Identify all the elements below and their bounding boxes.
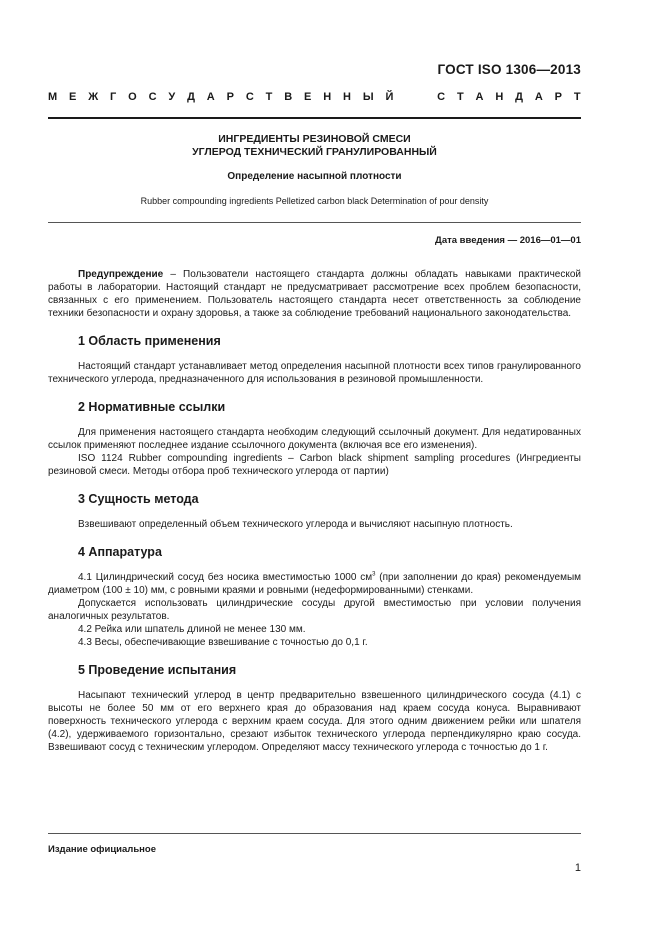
introduction-date: Дата введения — 2016—01—01 xyxy=(435,235,581,246)
banner-letter: Н xyxy=(495,91,504,103)
section-2-heading: 2 Нормативные ссылки xyxy=(78,400,226,414)
section-4-note: Допускается использовать цилиндрические сосуды другой вместимостью при условии получения аналогичных результатов. xyxy=(48,598,581,622)
banner-letter: Н xyxy=(343,91,351,103)
section-1-paragraph: Настоящий стандарт устанавливает метод определения насыпной плотности всех типов гранулированного технического углерода, предназначенного для использования в резиновой промышленности. xyxy=(48,361,581,385)
document-title xyxy=(48,133,581,159)
section-4-item-2: 4.2 Рейка или шпатель длиной не менее 130 мм. xyxy=(78,624,306,635)
section-5-paragraph: Насыпают технический углерод в центр предварительно взвешенного цилиндрического сосуда (4.1) с высоты не более 50 мм от его верхнего края до образования над краем сосуда конуса. Выравнивают поверхность технического углерода с верхним краем сосуда. Для этого одним движением рейки или шпателя (4.2), удерживаемого горизонтально, срезают избыток технического углерода перпендикулярно краю сосуда. Взвешивают сосуд с техническим углеродом. Определяют массу технического углерода с точностью до 1 г. xyxy=(48,690,581,753)
banner-letter: Й xyxy=(385,91,394,103)
section-5-heading: 5 Проведение испытания xyxy=(78,663,237,677)
banner-letter: Ж xyxy=(88,91,99,103)
banner-letter: С xyxy=(245,91,254,103)
banner-letter: А xyxy=(534,91,543,103)
banner-letter: У xyxy=(168,91,176,103)
banner-letter: Д xyxy=(515,91,523,103)
banner-letter: Н xyxy=(323,91,332,103)
section-4-item-1 xyxy=(48,571,581,597)
warning-paragraph xyxy=(48,268,581,320)
english-title: Rubber compounding ingredients Pelletized carbon black Determination of pour density xyxy=(140,196,489,206)
footer-divider xyxy=(48,833,581,834)
document-subtitle: Определение насыпной плотности xyxy=(227,171,402,182)
banner-letter: Е xyxy=(69,91,77,103)
document-body xyxy=(48,268,581,754)
warning-label: Предупреждение xyxy=(78,269,164,280)
banner-letter: Ы xyxy=(362,91,374,103)
banner-letter: Е xyxy=(304,91,312,103)
banner-letter: С xyxy=(437,91,446,103)
banner-letter: Т xyxy=(456,91,464,103)
banner-letter: Д xyxy=(187,91,195,103)
gost-code: ГОСТ ISO 1306—2013 xyxy=(437,62,581,77)
banner-letter: Т xyxy=(265,91,273,103)
warning-text: – Пользователи настоящего стандарта должны обладать навыками практической работы в лаборатории. Настоящий стандарт не предусматривает рассмотрение всех проблем безопасности, связанных с его применением. Пользователь настоящего стандарта несет ответственность за соблюдение техники безопасности и охрану здоровья, а также за соблюдение требований национального законодательства. xyxy=(48,269,581,319)
section-1-heading: 1 Область применения xyxy=(78,334,221,348)
banner-letter: Р xyxy=(226,91,234,103)
header-divider xyxy=(48,117,581,119)
section-2-reference: ISO 1124 Rubber compounding ingredients – Carbon black shipment sampling procedures (Ингредиенты резиновой смеси. Методы отбора проб технического углерода от партии) xyxy=(48,453,581,477)
banner-letter: А xyxy=(475,91,484,103)
banner-letter: Т xyxy=(573,91,581,103)
item-1-text-cont: (при заполнении до края) рекомендуемым диаметром (100 ± 10) мм, с ровными краями и ровными (недеформированными) стенками. xyxy=(48,572,582,596)
section-4-item-3: 4.3 Весы, обеспечивающие взвешивание с точностью до 0,1 г. xyxy=(78,637,368,648)
item-1-text: 4.1 Цилиндрический сосуд без носика вместимостью 1000 см xyxy=(78,572,373,583)
banner-letter: С xyxy=(148,91,157,103)
page-number: 1 xyxy=(574,862,581,874)
official-edition-label: Издание официальное xyxy=(48,844,156,855)
banner-letter: О xyxy=(128,91,137,103)
section-3-paragraph: Взвешивают определенный объем технического углерода и вычисляют насыпную плотность. xyxy=(78,519,513,530)
banner-letter: Р xyxy=(554,91,563,103)
banner-letter: А xyxy=(206,91,215,103)
section-2-paragraph: Для применения настоящего стандарта необходим следующий ссылочный документ. Для недатированных ссылок применяют последнее издание ссылочного документа (включая все его изменения). xyxy=(48,427,581,451)
section-4-heading: 4 Аппаратура xyxy=(78,545,162,559)
banner-letter: В xyxy=(284,91,293,103)
title-line-1: ИНГРЕДИЕНТЫ РЕЗИНОВОЙ СМЕСИ xyxy=(218,133,411,145)
banner-letter: М xyxy=(48,91,58,103)
interstate-standard-banner xyxy=(48,91,581,103)
cubic-superscript: 3 xyxy=(372,571,376,578)
banner-word-gap xyxy=(405,91,425,103)
title-divider xyxy=(48,222,581,223)
banner-letter: Г xyxy=(110,91,117,103)
title-line-2: УГЛЕРОД ТЕХНИЧЕСКИЙ ГРАНУЛИРОВАННЫЙ xyxy=(192,146,437,158)
section-3-heading: 3 Сущность метода xyxy=(78,492,199,506)
